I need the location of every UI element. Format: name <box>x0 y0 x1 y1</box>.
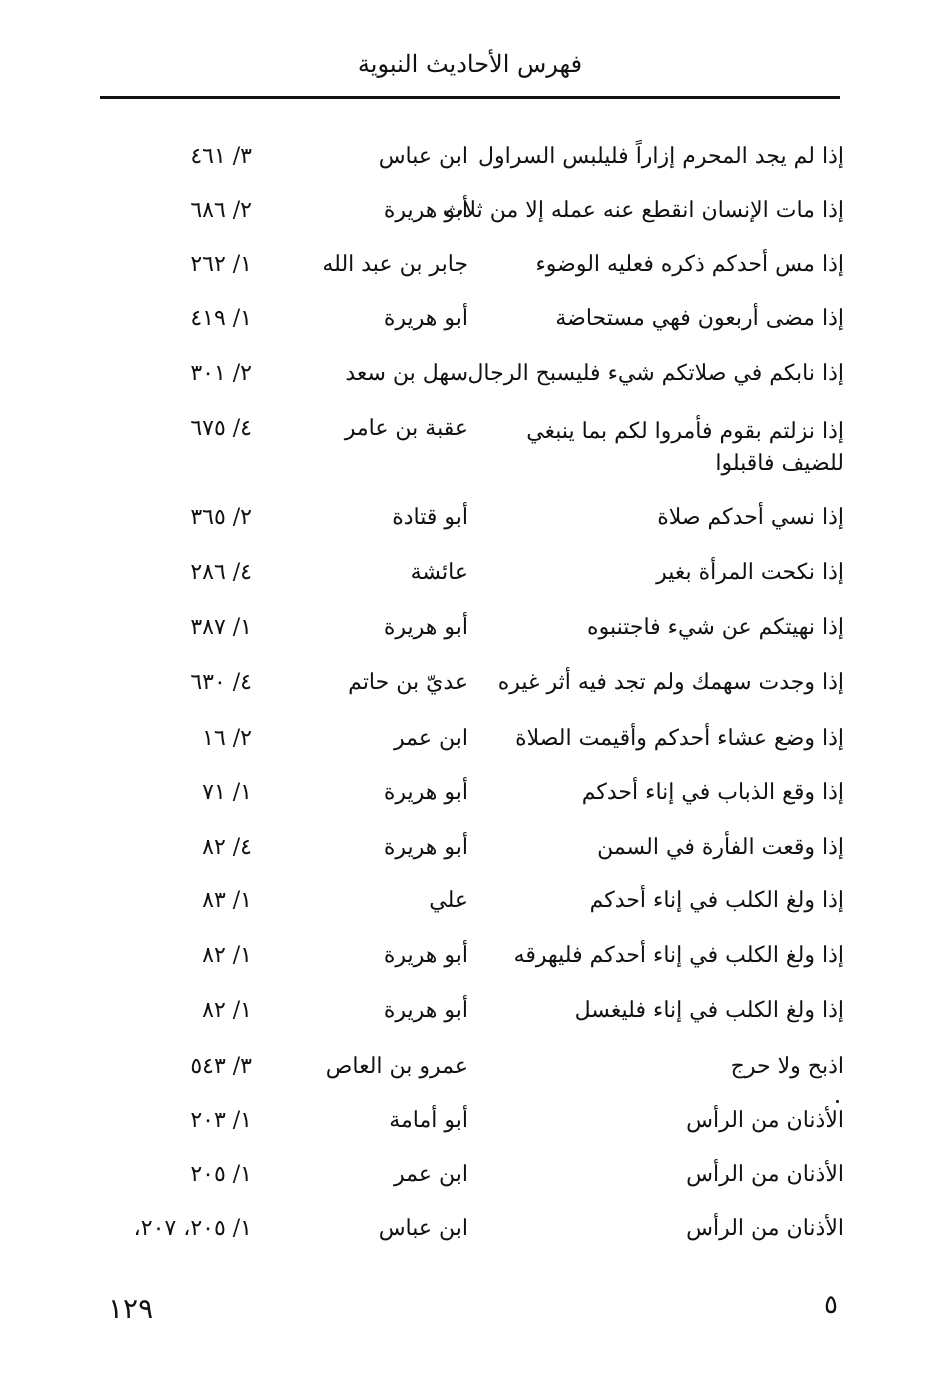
hadith-text: إذا وقع الذباب في إناء أحدكم <box>581 780 844 805</box>
reference: ٤/ ٢٨٦ <box>190 560 252 585</box>
reference: ١/ ٢٦٢ <box>190 252 252 277</box>
narrator: جابر بن عبد الله <box>322 252 468 277</box>
index-row <box>0 615 950 655</box>
index-row <box>0 998 950 1038</box>
index-row <box>0 835 950 875</box>
hadith-text: إذا نكحت المرأة بغير <box>656 560 844 585</box>
narrator: علي <box>429 888 468 913</box>
index-row <box>0 1054 950 1094</box>
narrator: ابن عمر <box>394 1162 468 1187</box>
narrator: عقبة بن عامر <box>344 416 468 441</box>
hadith-text: إذا نهيتكم عن شيء فاجتنبوه <box>587 615 844 640</box>
reference: ٢/ ٦٨٦ <box>190 198 252 223</box>
narrator: أبو هريرة <box>383 943 468 968</box>
page-header-title: فهرس الأحاديث النبوية <box>357 50 583 78</box>
index-row <box>0 505 950 545</box>
index-row <box>0 943 950 983</box>
reference: ١/ ٨٣ <box>202 888 252 913</box>
reference: ١/ ٣٨٧ <box>190 615 252 640</box>
index-row <box>0 1108 950 1148</box>
hadith-text: إذا مضى أربعون فهي مستحاضة <box>555 306 844 331</box>
index-row <box>0 361 950 401</box>
page-number: ١٢٩ <box>108 1292 154 1325</box>
index-row <box>0 670 950 710</box>
hadith-text: إذا مات الإنسان انقطع عنه عمله إلا من ثلاث <box>442 198 844 223</box>
hadith-text: إذا وضع عشاء أحدكم وأقيمت الصلاة <box>515 726 844 751</box>
narrator: ابن عمر <box>394 726 468 751</box>
narrator: أبو هريرة <box>383 780 468 805</box>
reference: ١/ ٤١٩ <box>190 306 252 331</box>
hadith-text: إذا لم يجد المحرم إزاراً فليلبس السراول <box>478 144 844 169</box>
reference: ١/ ٢٠٣ <box>190 1108 252 1133</box>
reference: ١/ ٢٠٥، ٢٠٧، <box>133 1216 252 1241</box>
hadith-text: إذا وقعت الفأرة في السمن <box>597 835 844 860</box>
hadith-text: الأذنان من الرأس <box>686 1108 844 1133</box>
reference: ١/ ٨٢ <box>202 943 252 968</box>
narrator: أبو أمامة <box>389 1108 468 1133</box>
hadith-text: الأذنان من الرأس <box>686 1162 844 1187</box>
reference: ٢/ ١٦ <box>202 726 252 751</box>
reference: ٢/ ٣٦٥ <box>190 505 252 530</box>
reference: ١/ ٨٢ <box>202 998 252 1023</box>
hadith-text: إذا ولغ الكلب في إناء فليغسل <box>574 998 844 1023</box>
index-row <box>0 560 950 600</box>
reference: ١/ ٧١ <box>202 780 252 805</box>
hadith-text: إذا نسي أحدكم صلاة <box>657 505 844 530</box>
index-row <box>0 306 950 346</box>
hadith-text: إذا مس أحدكم ذكره فعليه الوضوء <box>535 252 844 277</box>
narrator: عائشة <box>410 560 468 585</box>
narrator: أبو هريرة <box>383 198 468 223</box>
reference: ٤/ ٦٣٠ <box>190 670 252 695</box>
hadith-text: إذا وجدت سهمك ولم تجد فيه أثر غيره <box>497 670 844 695</box>
index-row <box>0 888 950 928</box>
hadith-text: إذا نابكم في صلاتكم شيء فليسبح الرجال <box>467 361 844 386</box>
reference: ٣/ ٤٦١ <box>190 144 252 169</box>
stray-dot <box>836 1100 839 1103</box>
narrator: أبو هريرة <box>383 306 468 331</box>
index-row <box>0 1162 950 1202</box>
signature-mark: ٥ <box>824 1290 838 1320</box>
hadith-text: اذبح ولا حرج <box>730 1054 844 1079</box>
index-row <box>0 1216 950 1256</box>
reference: ٣/ ٥٤٣ <box>190 1054 252 1079</box>
reference: ١/ ٢٠٥ <box>190 1162 252 1187</box>
reference: ٢/ ٣٠١ <box>190 361 252 386</box>
index-row <box>0 252 950 292</box>
hadith-text: إذا ولغ الكلب في إناء أحدكم <box>589 888 844 913</box>
narrator: أبو هريرة <box>383 615 468 640</box>
index-row <box>0 780 950 820</box>
reference: ٤/ ٨٢ <box>202 835 252 860</box>
narrator: سهل بن سعد <box>345 361 468 386</box>
narrator: أبو قتادة <box>392 505 468 530</box>
narrator: عديّ بن حاتم <box>348 670 468 695</box>
narrator: عمرو بن العاص <box>325 1054 468 1079</box>
hadith-text: الأذنان من الرأس <box>686 1216 844 1241</box>
narrator: ابن عباس <box>378 144 468 169</box>
index-row <box>0 726 950 766</box>
narrator: ابن عباس <box>378 1216 468 1241</box>
narrator: أبو هريرة <box>383 835 468 860</box>
narrator: أبو هريرة <box>383 998 468 1023</box>
index-row <box>0 416 950 496</box>
index-row <box>0 144 950 184</box>
hadith-text: إذا نزلتم بقوم فأمروا لكم بما ينبغي للضيف فاقبلوا <box>526 419 844 476</box>
hadith-text: إذا ولغ الكلب في إناء أحدكم فليهرقه <box>513 943 844 968</box>
index-row <box>0 198 950 238</box>
reference: ٤/ ٦٧٥ <box>190 416 252 441</box>
